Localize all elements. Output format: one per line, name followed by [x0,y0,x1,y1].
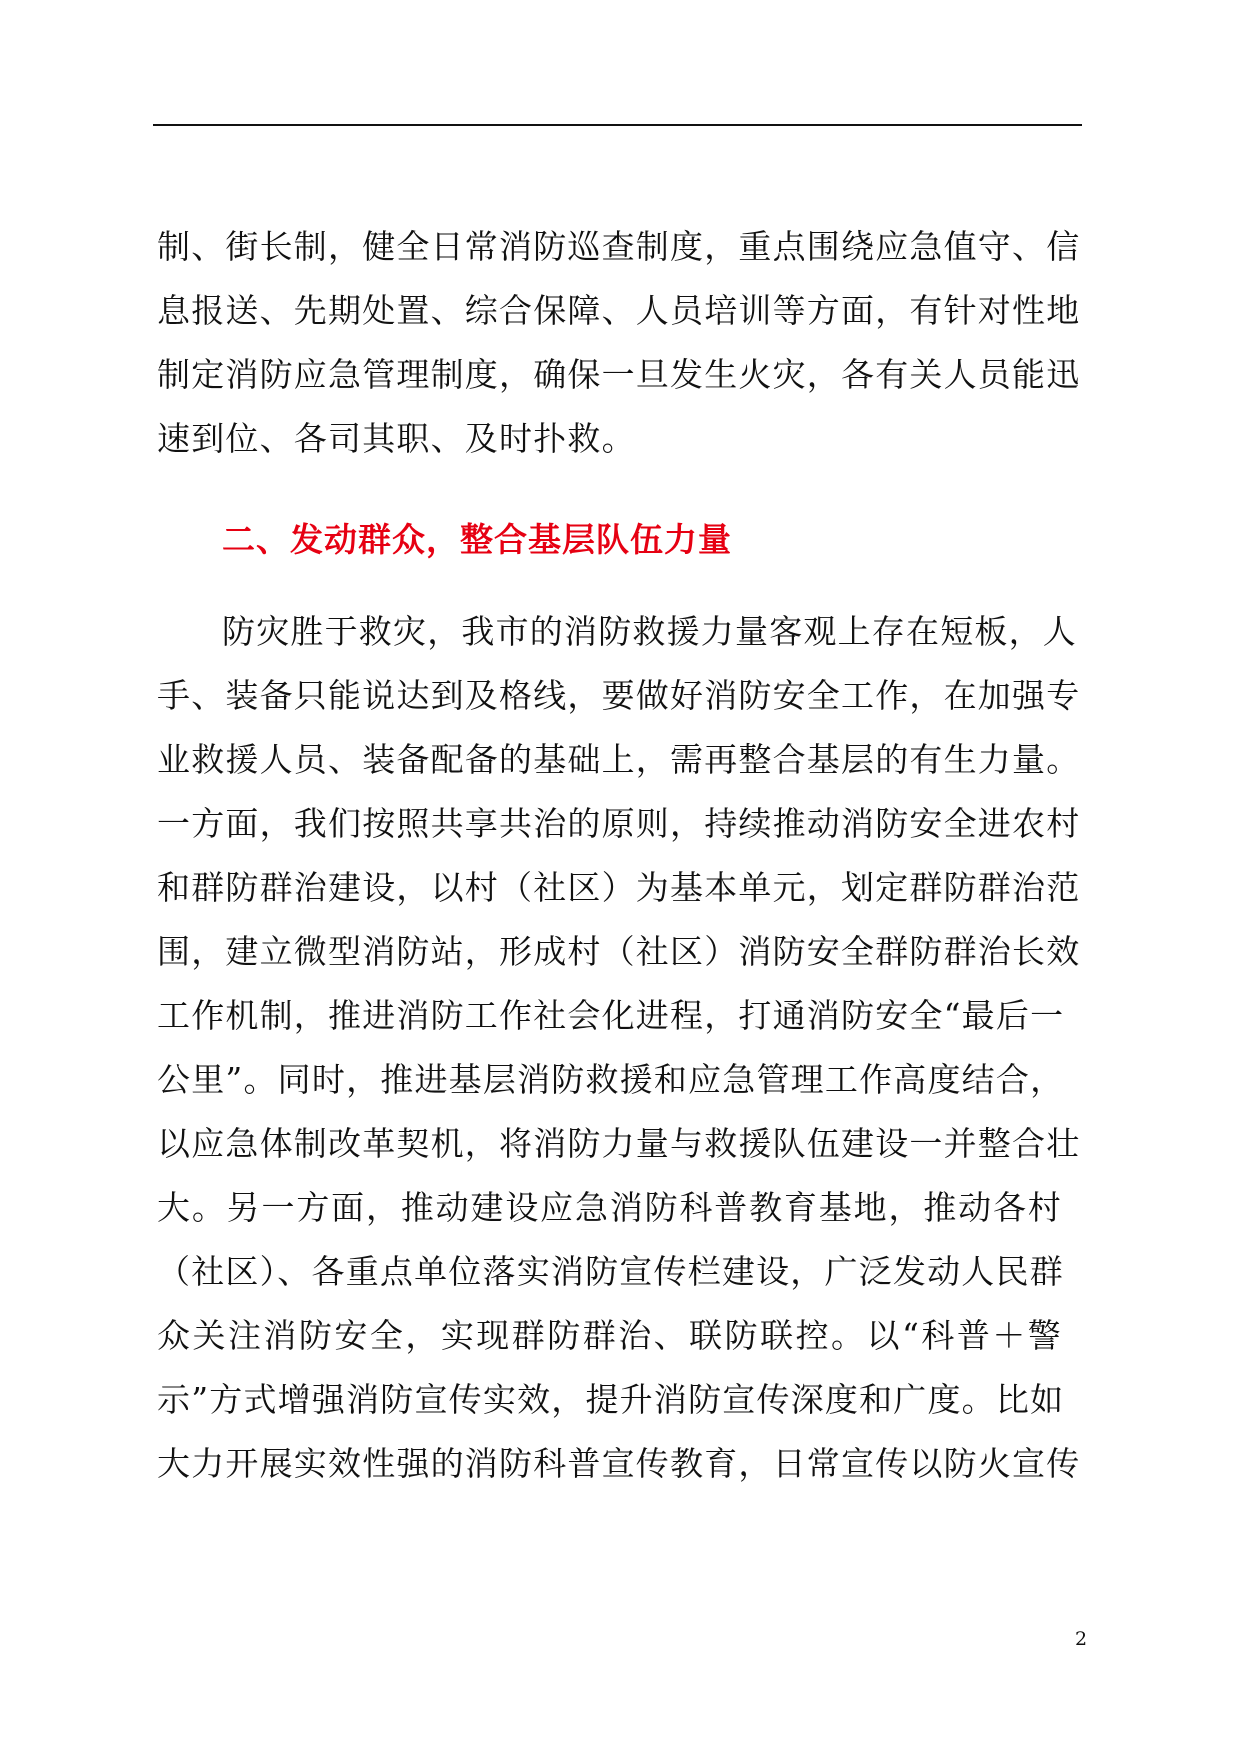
section-heading: 二、发动群众，整合基层队伍力量 [222,520,732,559]
paragraph2-line-4: 一方面，我们按照共享共治的原则，持续推动消防安全进农村 [157,804,1081,843]
paragraph1-line-3: 制定消防应急管理制度，确保一旦发生火灾，各有关人员能迅 [157,355,1081,394]
paragraph2-line-10: 大。另一方面，推动建设应急消防科普教育基地，推动各村 [157,1188,1062,1227]
paragraph2-line-11: （社区）、各重点单位落实消防宣传栏建设，广泛发动人民群 [157,1252,1064,1291]
paragraph1-line-1: 制、街长制，健全日常消防巡查制度，重点围绕应急值守、信 [157,227,1081,266]
paragraph1-line-2: 息报送、先期处置、综合保障、人员培训等方面，有针对性地 [157,291,1081,330]
paragraph2-line-13: 示”方式增强消防宣传实效，提升消防宣传深度和广度。比如 [157,1380,1065,1419]
paragraph2-line-12: 众关注消防安全，实现群防群治、联防联控。以“科普＋警 [157,1316,1062,1355]
paragraph2-line-8: 公里”。同时，推进基层消防救援和应急管理工作高度结合， [157,1060,1065,1099]
paragraph2-line-2: 手、装备只能说达到及格线，要做好消防安全工作，在加强专 [157,676,1081,715]
paragraph2-line-1: 防灾胜于救灾，我市的消防救援力量客观上存在短板，人 [222,612,1077,651]
page-number: 2 [1075,1628,1088,1650]
paragraph2-line-5: 和群防群治建设，以村（社区）为基本单元，划定群防群治范 [157,868,1081,907]
paragraph2-line-7: 工作机制，推进消防工作社会化进程，打通消防安全“最后一 [157,996,1065,1035]
paragraph1-line-4: 速到位、各司其职、及时扑救。 [157,419,636,458]
paragraph2-line-3: 业救援人员、装备配备的基础上，需再整合基层的有生力量。 [157,740,1081,779]
paragraph2-line-6: 围，建立微型消防站，形成村（社区）消防安全群防群治长效 [157,932,1081,971]
paragraph2-line-14: 大力开展实效性强的消防科普宣传教育，日常宣传以防火宣传 [157,1444,1081,1483]
header-rule [153,124,1082,126]
paragraph2-line-9: 以应急体制改革契机，将消防力量与救援队伍建设一并整合壮 [157,1124,1081,1163]
